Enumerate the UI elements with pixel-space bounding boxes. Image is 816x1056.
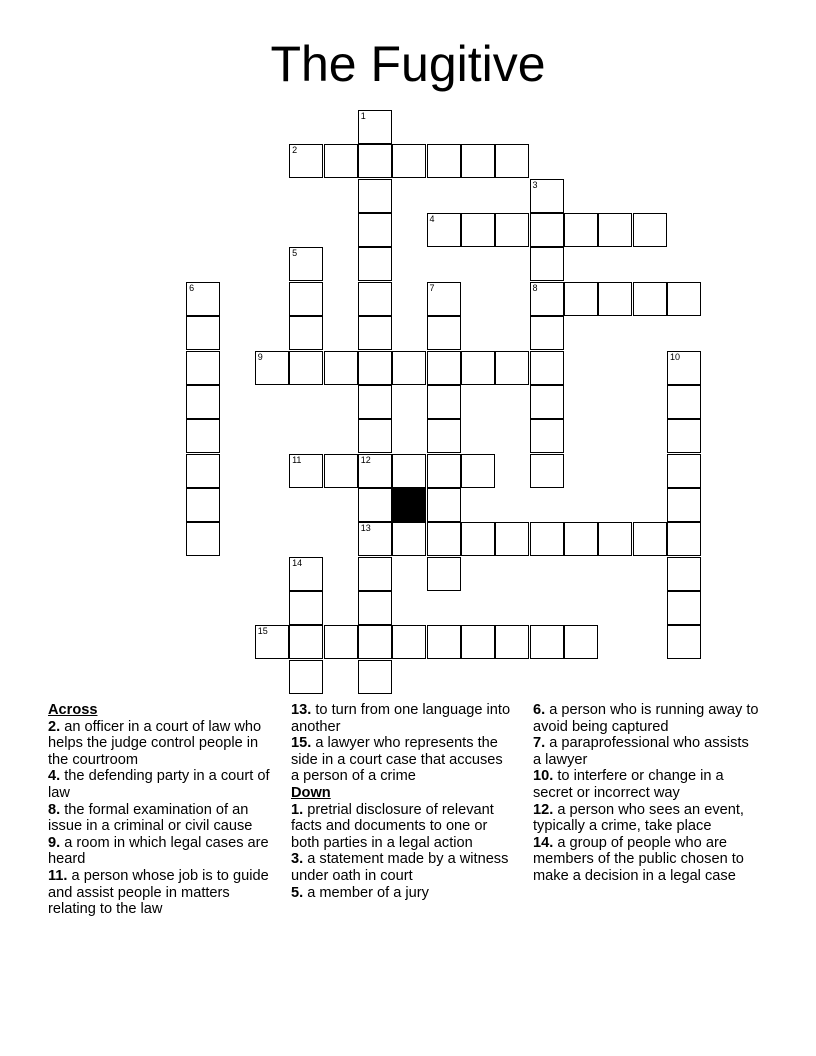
grid-cell[interactable] — [564, 213, 598, 247]
grid-cell[interactable] — [530, 625, 564, 659]
grid-cell[interactable] — [392, 522, 426, 556]
clue-number: 9 — [257, 351, 263, 362]
grid-cell[interactable] — [427, 557, 461, 591]
clue-down: 14. a group of people who are members of the public chosen to make a decision in a legal case — [533, 834, 744, 884]
grid-cell[interactable] — [186, 351, 220, 385]
grid-cell[interactable] — [495, 213, 529, 247]
grid-cell[interactable] — [324, 351, 358, 385]
grid-cell[interactable] — [255, 351, 289, 385]
grid-cell[interactable] — [427, 385, 461, 419]
clue-down: 7. a paraprofessional who assists a lawyer — [533, 735, 749, 768]
grid-cell[interactable] — [358, 179, 392, 213]
grid-cell[interactable] — [427, 454, 461, 488]
grid-cell[interactable] — [186, 419, 220, 453]
grid-cell[interactable] — [667, 522, 701, 556]
clue-down: 10. to interfere or change in a secret or incorrect way — [533, 768, 724, 801]
clue-across: 2. an officer in a court of law who helps the judge control people in the courtroom — [48, 718, 262, 768]
grid-cell[interactable] — [392, 454, 426, 488]
grid-cell[interactable] — [427, 351, 461, 385]
grid-cell[interactable] — [255, 625, 289, 659]
page-title: The Fugitive — [270, 36, 546, 92]
clue-column-3 — [533, 702, 759, 885]
grid-cell[interactable] — [461, 625, 495, 659]
grid-cell[interactable] — [358, 351, 392, 385]
grid-cell[interactable] — [358, 213, 392, 247]
grid-cell[interactable] — [358, 591, 392, 625]
grid-cell[interactable] — [289, 557, 323, 591]
grid-cell[interactable] — [530, 213, 564, 247]
clue-number: 8 — [532, 282, 538, 293]
grid-cell[interactable] — [667, 591, 701, 625]
grid-cell[interactable] — [358, 488, 392, 522]
grid-cell[interactable] — [530, 316, 564, 350]
clue-column-2 — [291, 702, 513, 901]
grid-cell[interactable] — [667, 557, 701, 591]
clue-number: 6 — [189, 282, 195, 293]
grid-cell[interactable] — [186, 488, 220, 522]
clue-number: 1 — [360, 111, 366, 121]
grid-cell[interactable] — [495, 625, 529, 659]
grid-cell[interactable] — [564, 282, 598, 316]
grid-cell[interactable] — [427, 144, 461, 178]
grid-cell[interactable] — [495, 522, 529, 556]
grid-cell[interactable] — [289, 316, 323, 350]
clue-across: 4. the defending party in a court of law — [48, 768, 270, 801]
grid-cell[interactable] — [289, 454, 323, 488]
grid-cell[interactable] — [564, 522, 598, 556]
grid-cell[interactable] — [633, 213, 667, 247]
grid-cell[interactable] — [427, 316, 461, 350]
grid-cell[interactable] — [427, 488, 461, 522]
grid-cell[interactable] — [358, 419, 392, 453]
grid-cell[interactable] — [427, 419, 461, 453]
grid-cell[interactable] — [186, 385, 220, 419]
grid-cell[interactable] — [427, 213, 461, 247]
grid-cell[interactable] — [289, 660, 323, 694]
grid-cell[interactable] — [289, 625, 323, 659]
grid-cell[interactable] — [598, 213, 632, 247]
grid-cell[interactable] — [289, 351, 323, 385]
grid-cell[interactable] — [358, 660, 392, 694]
clue-down: 3. a statement made by a witness under oath in court — [291, 851, 509, 884]
clue-number: 10 — [670, 351, 681, 362]
grid-cell[interactable] — [392, 144, 426, 178]
grid-cell[interactable] — [530, 385, 564, 419]
clue-number: 12 — [360, 454, 371, 465]
clue-number: 5 — [292, 248, 298, 259]
clue-number: 7 — [429, 282, 435, 293]
grid-cell[interactable] — [633, 282, 667, 316]
grid-cell[interactable] — [358, 282, 392, 316]
grid-cell[interactable] — [667, 351, 701, 385]
grid-cell[interactable] — [667, 488, 701, 522]
clue-number: 15 — [257, 626, 268, 637]
grid-cell[interactable] — [530, 179, 564, 213]
clue-number: 4 — [429, 214, 435, 225]
grid-cell[interactable] — [392, 625, 426, 659]
grid-cell[interactable] — [667, 385, 701, 419]
clue-column-1 — [48, 702, 270, 918]
grid-cell[interactable] — [598, 282, 632, 316]
grid-cell[interactable] — [495, 144, 529, 178]
clue-down: 6. a person who is running away to avoid being captured — [533, 702, 759, 735]
grid-cell[interactable] — [186, 316, 220, 350]
grid-cell[interactable] — [461, 144, 495, 178]
clue-number: 2 — [292, 145, 298, 156]
clue-number: 3 — [532, 179, 538, 190]
grid-cell[interactable] — [495, 351, 529, 385]
grid-cell[interactable] — [324, 144, 358, 178]
clue-number: 13 — [360, 523, 371, 534]
grid-cell[interactable] — [530, 419, 564, 453]
grid-cell[interactable] — [186, 454, 220, 488]
grid-cell[interactable] — [358, 110, 392, 144]
grid-cell[interactable] — [667, 282, 701, 316]
grid-cell[interactable] — [289, 591, 323, 625]
grid-cell[interactable] — [289, 144, 323, 178]
grid-cell[interactable] — [427, 522, 461, 556]
across-header: Across — [48, 702, 98, 718]
grid-cell[interactable] — [324, 625, 358, 659]
grid-cell[interactable] — [530, 522, 564, 556]
grid-cell[interactable] — [530, 247, 564, 281]
grid-cell[interactable] — [358, 557, 392, 591]
clue-down: 1. pretrial disclosure of relevant facts and documents to one or both parties in a legal action — [291, 801, 494, 851]
grid-cell[interactable] — [530, 351, 564, 385]
grid-cell[interactable] — [358, 144, 392, 178]
grid-cell[interactable] — [598, 522, 632, 556]
clue-across: 8. the formal examination of an issue in a criminal or civil cause — [48, 801, 253, 835]
grid-cell[interactable] — [186, 282, 220, 316]
clue-across: 9. a room in which legal cases are heard — [48, 834, 269, 868]
grid-cell[interactable] — [358, 247, 392, 281]
grid-cell[interactable] — [358, 625, 392, 659]
grid-cell[interactable] — [289, 247, 323, 281]
grid-cell[interactable] — [530, 282, 564, 316]
grid-cell[interactable] — [186, 522, 220, 556]
grid-cell[interactable] — [358, 316, 392, 350]
grid-cell[interactable] — [461, 454, 495, 488]
grid-cell[interactable] — [530, 454, 564, 488]
grid-cell[interactable] — [564, 625, 598, 659]
grid-cell[interactable] — [461, 351, 495, 385]
grid-cell[interactable] — [667, 419, 701, 453]
grid-cell[interactable] — [392, 351, 426, 385]
clue-across: 13. to turn from one language into another — [291, 702, 511, 735]
clue-number: 14 — [292, 557, 303, 568]
grid-cell[interactable] — [427, 282, 461, 316]
grid-cell[interactable] — [358, 385, 392, 419]
grid-cell[interactable] — [461, 522, 495, 556]
grid-block — [392, 488, 426, 522]
clue-across: 15. a lawyer who represents the side in a court case that accuses a person of a crime — [291, 735, 503, 785]
grid-cell[interactable] — [358, 454, 392, 488]
grid-cell[interactable] — [324, 454, 358, 488]
grid-cell[interactable] — [461, 213, 495, 247]
grid-cell[interactable] — [427, 625, 461, 659]
grid-cell[interactable] — [358, 522, 392, 556]
grid-cell[interactable] — [633, 522, 667, 556]
grid-cell[interactable] — [667, 454, 701, 488]
clue-down: 5. a member of a jury — [291, 884, 429, 901]
clue-number: 11 — [292, 454, 302, 465]
clue-down: 12. a person who sees an event, typically a crime, take place — [533, 801, 744, 835]
grid-cell[interactable] — [667, 625, 701, 659]
down-header: Down — [291, 784, 331, 801]
clue-across: 11. a person whose job is to guide and assist people in matters relating to the law — [48, 867, 269, 918]
grid-cell[interactable] — [289, 282, 323, 316]
